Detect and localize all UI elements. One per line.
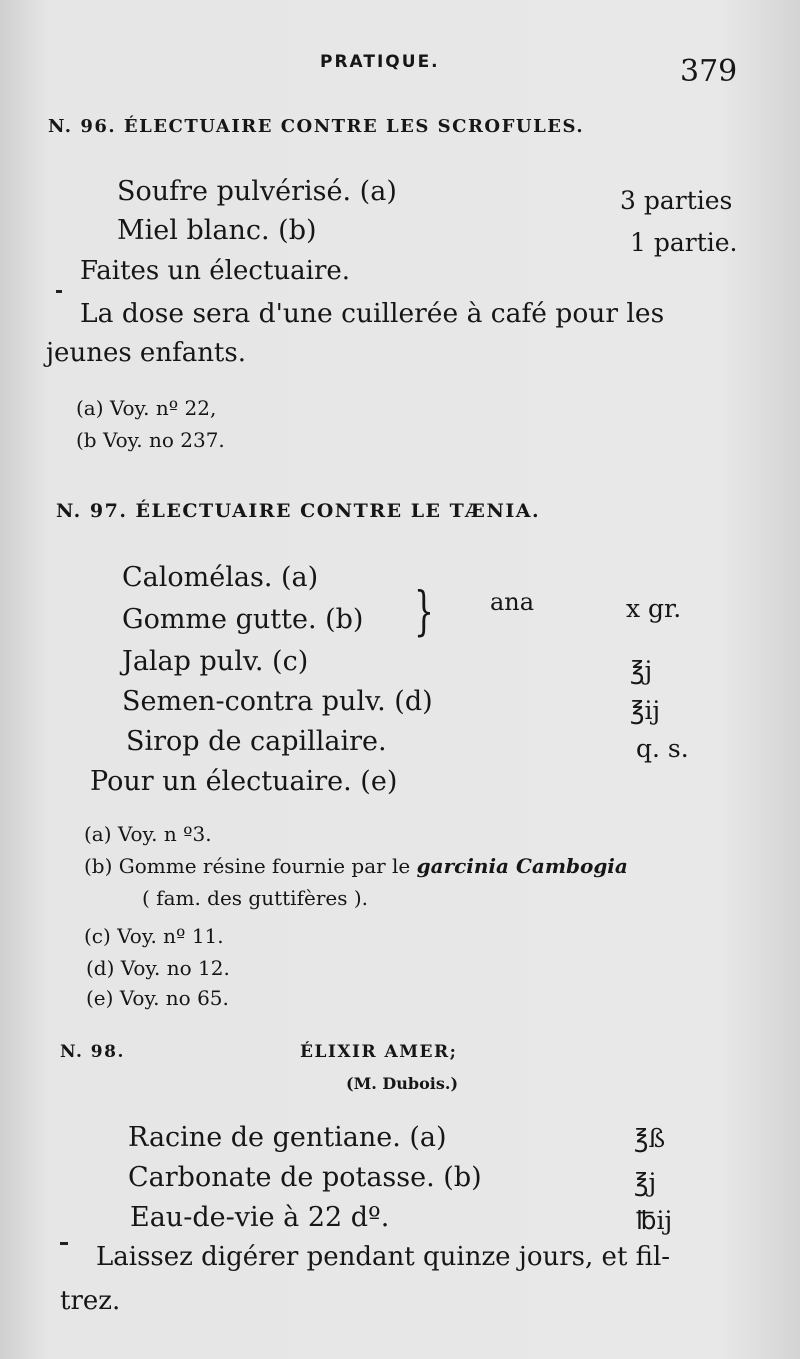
ingredient-name: Calomélas. (a) — [122, 562, 319, 593]
footnote — [84, 854, 628, 878]
ana-label: ana — [490, 588, 535, 616]
footnote: (d) Voy. no 12. — [86, 956, 230, 980]
ingredient-name: Miel blanc. (b) — [117, 215, 317, 246]
page-number: 379 — [680, 54, 738, 89]
instruction-line: Faites un électuaire. — [80, 256, 351, 286]
section-heading-97: N. 97. ÉLECTUAIRE CONTRE LE TÆNIA. — [56, 500, 541, 522]
ingredient-qty: ℥j — [634, 1168, 657, 1197]
instruction-line: Laissez digérer pendant quinze jours, et fil- — [96, 1242, 671, 1272]
ingredient-qty: 1 partie. — [630, 228, 738, 257]
footnote: (e) Voy. no 65. — [86, 986, 229, 1010]
ingredient-name: Carbonate de potasse. (b) — [128, 1162, 482, 1193]
ingredient-name: Eau-de-vie à 22 dº. — [130, 1202, 390, 1233]
footnote: (b Voy. no 237. — [76, 428, 225, 452]
ingredient-name: Soufre pulvérisé. (a) — [117, 176, 397, 207]
section-title-98: ÉLIXIR AMER; — [300, 1042, 458, 1062]
author: (M. Dubois.) — [346, 1074, 459, 1093]
instruction-line: trez. — [60, 1286, 121, 1316]
ingredient-qty: ℥ß — [634, 1124, 666, 1153]
ingredient-name: Sirop de capillaire. — [126, 726, 387, 757]
ingredient-name: Racine de gentiane. (a) — [128, 1122, 447, 1153]
footnote-continuation: ( fam. des guttifères ). — [142, 886, 368, 910]
ingredient-name: Gomme gutte. (b) — [122, 604, 364, 635]
curly-brace-icon: } — [414, 582, 434, 642]
ingredient-qty: q. s. — [636, 734, 689, 763]
footnote: (a) Voy. n º3. — [84, 822, 212, 846]
ingredient-qty: ℥ij — [630, 696, 661, 725]
instruction-line: Pour un électuaire. (e) — [90, 766, 398, 797]
ingredient-name: Jalap pulv. (c) — [122, 646, 309, 677]
ingredient-qty: 3 parties — [620, 186, 733, 215]
running-title: PRATIQUE. — [320, 52, 440, 72]
ingredient-qty: ℔ij — [636, 1206, 673, 1235]
instruction-line: jeunes enfants. — [46, 338, 246, 368]
footnote: (c) Voy. nº 11. — [84, 924, 224, 948]
instruction-line: La dose sera d'une cuillerée à café pour les — [80, 298, 665, 329]
ingredient-name: Semen-contra pulv. (d) — [122, 686, 433, 717]
footnote-italic: garcinia Cambogia — [416, 854, 628, 878]
section-number-98: N. 98. — [60, 1042, 125, 1062]
ana-qty: x gr. — [626, 594, 682, 623]
print-mark — [60, 1242, 68, 1245]
ingredient-qty: ℥j — [630, 656, 653, 685]
section-heading-96: N. 96. ÉLECTUAIRE CONTRE LES SCROFULES. — [48, 116, 585, 137]
footnote: (a) Voy. nº 22, — [76, 396, 217, 420]
print-mark — [56, 290, 62, 293]
footnote-text: (b) Gomme résine fournie par le — [84, 854, 411, 878]
